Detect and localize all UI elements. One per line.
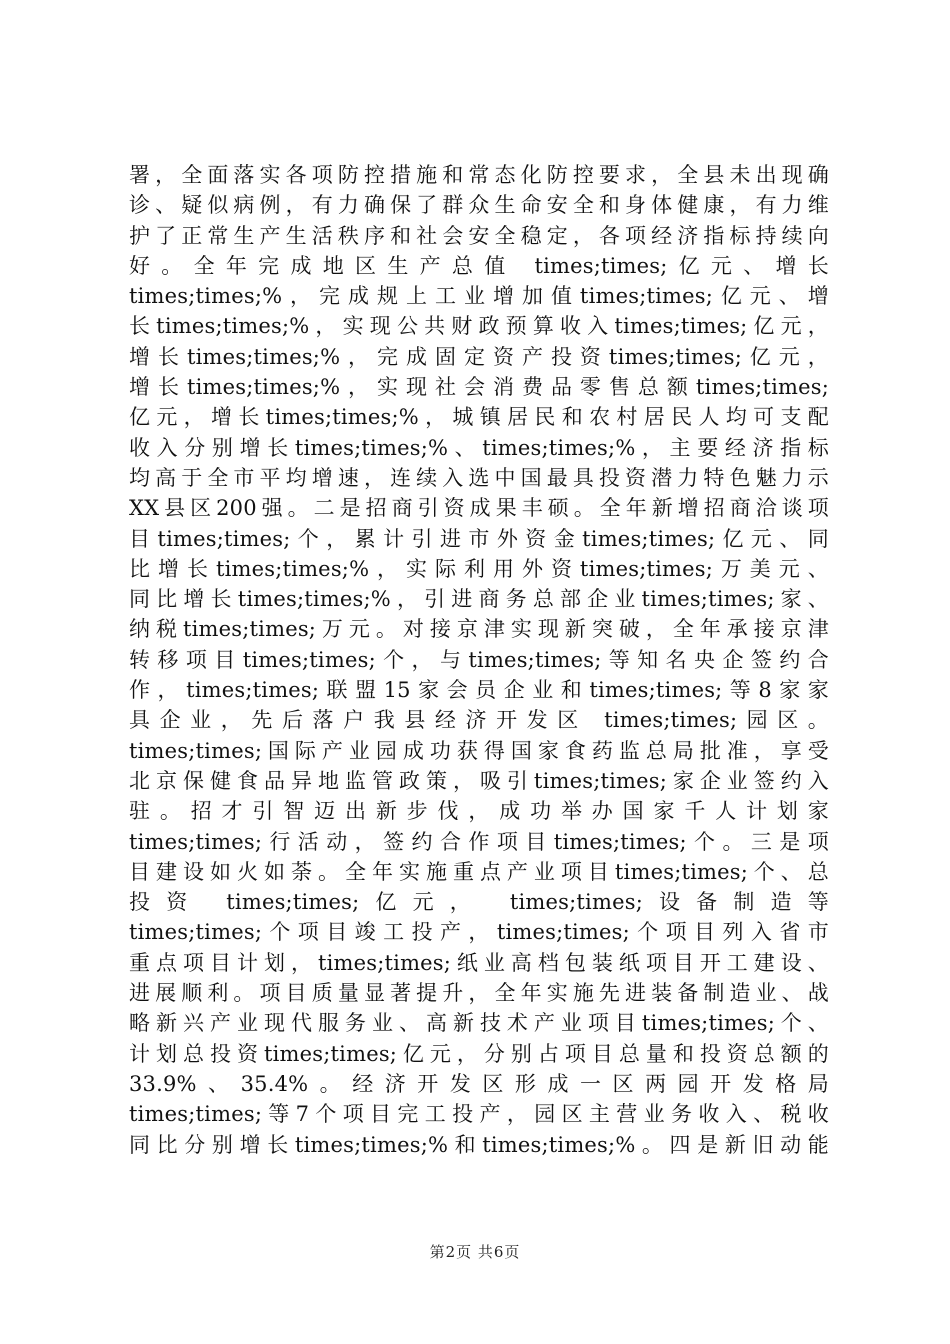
- text-line: XX县区200强。二是招商引资成果丰硕。全年新增招商洽谈项: [129, 496, 829, 521]
- text-line: 投资 times;times;亿元， times;times;设备制造等: [129, 890, 829, 915]
- text-line: 同比增长times;times;%，引进商务总部企业times;times;家、: [129, 587, 829, 612]
- text-line: times;times;国际产业园成功获得国家食药监总局批准，享受: [129, 738, 829, 763]
- text-line: times;times;%，完成规上工业增加值times;times;亿元、增: [129, 284, 829, 309]
- text-line: 增长times;times;%，实现社会消费品零售总额times;times;: [129, 375, 829, 400]
- text-line: 目times;times;个，累计引进市外资金times;times;亿元、同: [129, 526, 829, 551]
- body-text: [129, 160, 829, 1160]
- text-line: 均高于全市平均增速，连续入选中国最具投资潜力特色魅力示: [129, 465, 829, 490]
- text-line: 驻。招才引智迈出新步伐，成功举办国家千人计划家: [129, 799, 829, 824]
- text-line: 署，全面落实各项防控措施和常态化防控要求，全县未出现确: [129, 163, 829, 187]
- text-line: 长times;times;%，实现公共财政预算收入times;times;亿元，: [129, 314, 829, 339]
- text-line: 进展顺利。项目质量显著提升，全年实施先进装备制造业、战: [129, 981, 829, 1006]
- text-line: 33.9%、35.4%。经济开发区形成一区两园开发格局: [129, 1071, 829, 1096]
- text-line: 具企业，先后落户我县经济开发区 times;times;园区。: [129, 708, 829, 733]
- text-line: 护了正常生产生活秩序和社会安全稳定，各项经济指标持续向: [129, 223, 829, 248]
- text-line: times;times;等7个项目完工投产，园区主营业务收入、税收: [129, 1102, 829, 1127]
- text-line: times;times;行活动，签约合作项目times;times;个。三是项: [129, 829, 829, 854]
- text-line: 同比分别增长times;times;%和times;times;%。四是新旧动能: [129, 1132, 829, 1157]
- text-line: 比增长times;times;%，实际利用外资times;times;万美元、: [129, 556, 829, 581]
- text-line: 收入分别增长times;times;%、times;times;%，主要经济指标: [129, 435, 829, 460]
- text-line: times;times;个项目竣工投产，times;times;个项目列入省市: [129, 920, 829, 945]
- text-line: 作，times;times;联盟15家会员企业和times;times;等8家家: [129, 678, 829, 703]
- page-footer: 第2页 共6页: [429, 1243, 521, 1261]
- text-line: 纳税times;times;万元。对接京津实现新突破，全年承接京津: [129, 617, 829, 642]
- text-line: 重点项目计划，times;times;纸业高档包装纸项目开工建设、: [129, 950, 829, 975]
- text-line: 目建设如火如荼。全年实施重点产业项目times;times;个、总: [129, 859, 829, 884]
- text-line: 计划总投资times;times;亿元，分别占项目总量和投资总额的: [129, 1041, 829, 1066]
- text-line: 好。全年完成地区生产总值 times;times;亿元、增长: [129, 253, 829, 278]
- text-line: 略新兴产业现代服务业、高新技术产业项目times;times;个、: [129, 1011, 829, 1036]
- text-line: 转移项目times;times;个，与times;times;等知名央企签约合: [129, 647, 829, 672]
- text-line: 诊、疑似病例，有力确保了群众生命安全和身体健康，有力维: [129, 193, 829, 218]
- text-line: 增长times;times;%，完成固定资产投资times;times;亿元，: [129, 344, 829, 369]
- text-line: 亿元，增长times;times;%，城镇居民和农村居民人均可支配: [129, 405, 829, 430]
- text-line: 北京保健食品异地监管政策，吸引times;times;家企业签约入: [129, 768, 829, 793]
